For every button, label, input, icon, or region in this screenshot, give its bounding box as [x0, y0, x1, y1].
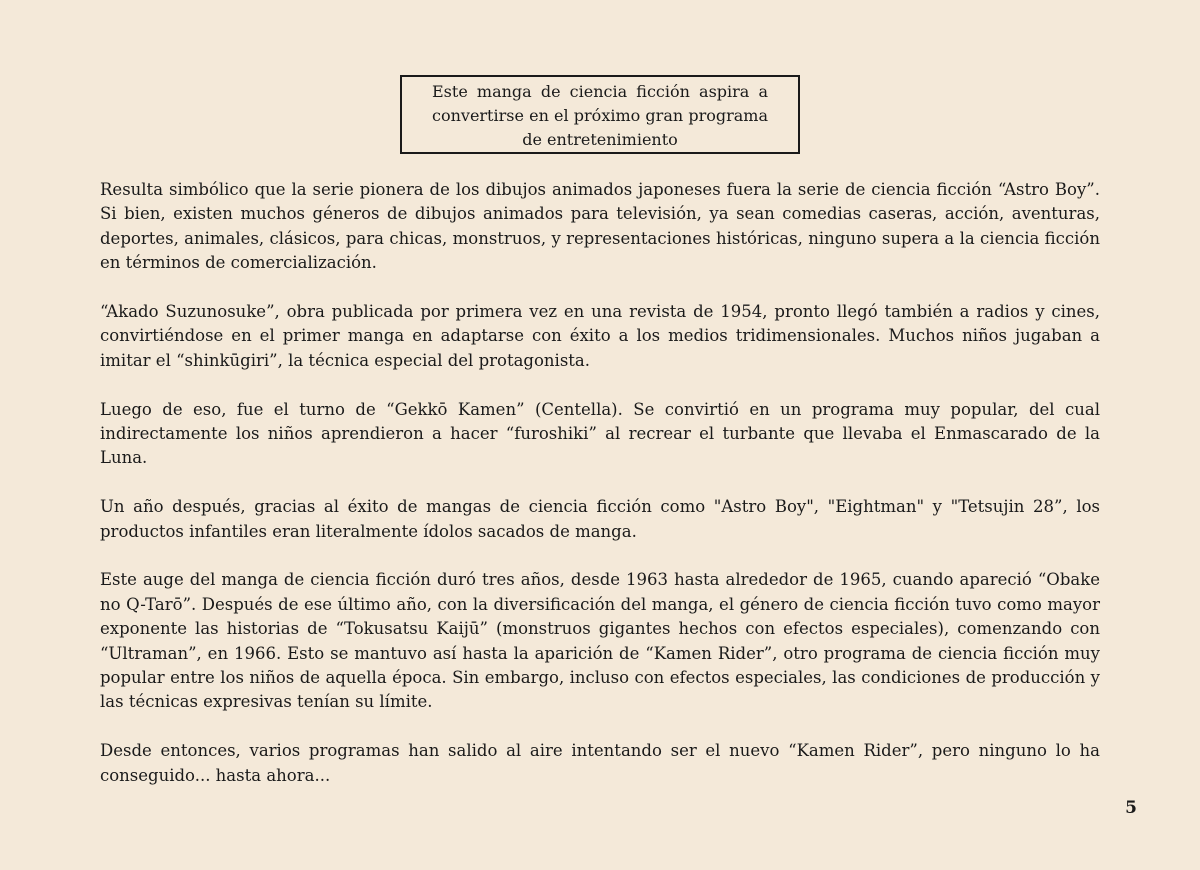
- paragraph-5: Este auge del manga de ciencia ficción duró tres años, desde 1963 hasta alrededor de 1965, cuando apareció “Obake no Q-Tarō”. Después de ese último año, con la diversificación del manga, el género de ciencia ficción tuvo como mayor exponente las historias de “Tokusatsu Kaijū” (monstruos gigantes hechos con efectos especiales), comenzando con “Ultraman”, en 1966. Esto se mantuvo así hasta la aparición de “Kamen Rider”, otro programa de ciencia ficción muy popular entre los niños de aquella época. Sin embargo, incluso con efectos especiales, las condiciones de producción y las técnicas expresivas tenían su límite.: [100, 570, 1100, 712]
- paragraph-6: Desde entonces, varios programas han salido al aire intentando ser el nuevo “Kamen Rider”, pero ninguno lo ha conseguido... hasta ahora...: [100, 741, 1100, 785]
- paragraph-4: Un año después, gracias al éxito de mangas de ciencia ficción como "Astro Boy", "Eightman" y "Tetsujin 28”, los productos infantiles eran literalmente ídolos sacados de manga.: [100, 497, 1100, 541]
- article-body: [100, 178, 1100, 812]
- page-number: 5: [1125, 798, 1137, 818]
- paragraph-3: Luego de eso, fue el turno de “Gekkō Kamen” (Centella). Se convirtió en un programa muy popular, del cual indirectamente los niños aprendieron a hacer “furoshiki” al recrear el turbante que llevaba el Enmascarado de la Luna.: [100, 399, 1100, 468]
- paragraph-2: “Akado Suzunosuke”, obra publicada por primera vez en una revista de 1954, pronto llegó también a radios y cines, convirtiéndose en el primer manga en adaptarse con éxito a los medios tridimensionales. Muchos niños jugaban a imitar el “shinkūgiri”, la técnica especial del protagonista.: [100, 302, 1100, 370]
- paragraph-1: Resulta simbólico que la serie pionera de los dibujos animados japoneses fuera la serie de ciencia ficción “Astro Boy”. Si bien, existen muchos géneros de dibujos animados para televisión, ya sean comedias caseras, acción, aventuras, deportes, animales, clásicos, para chicas, monstruos, y representaciones históricas, ninguno supera a la ciencia ficción en términos de comercialización.: [100, 180, 1100, 273]
- title-box: Este manga de ciencia ficción aspira a convertirse en el próximo gran programa de entretenimiento: [400, 75, 800, 154]
